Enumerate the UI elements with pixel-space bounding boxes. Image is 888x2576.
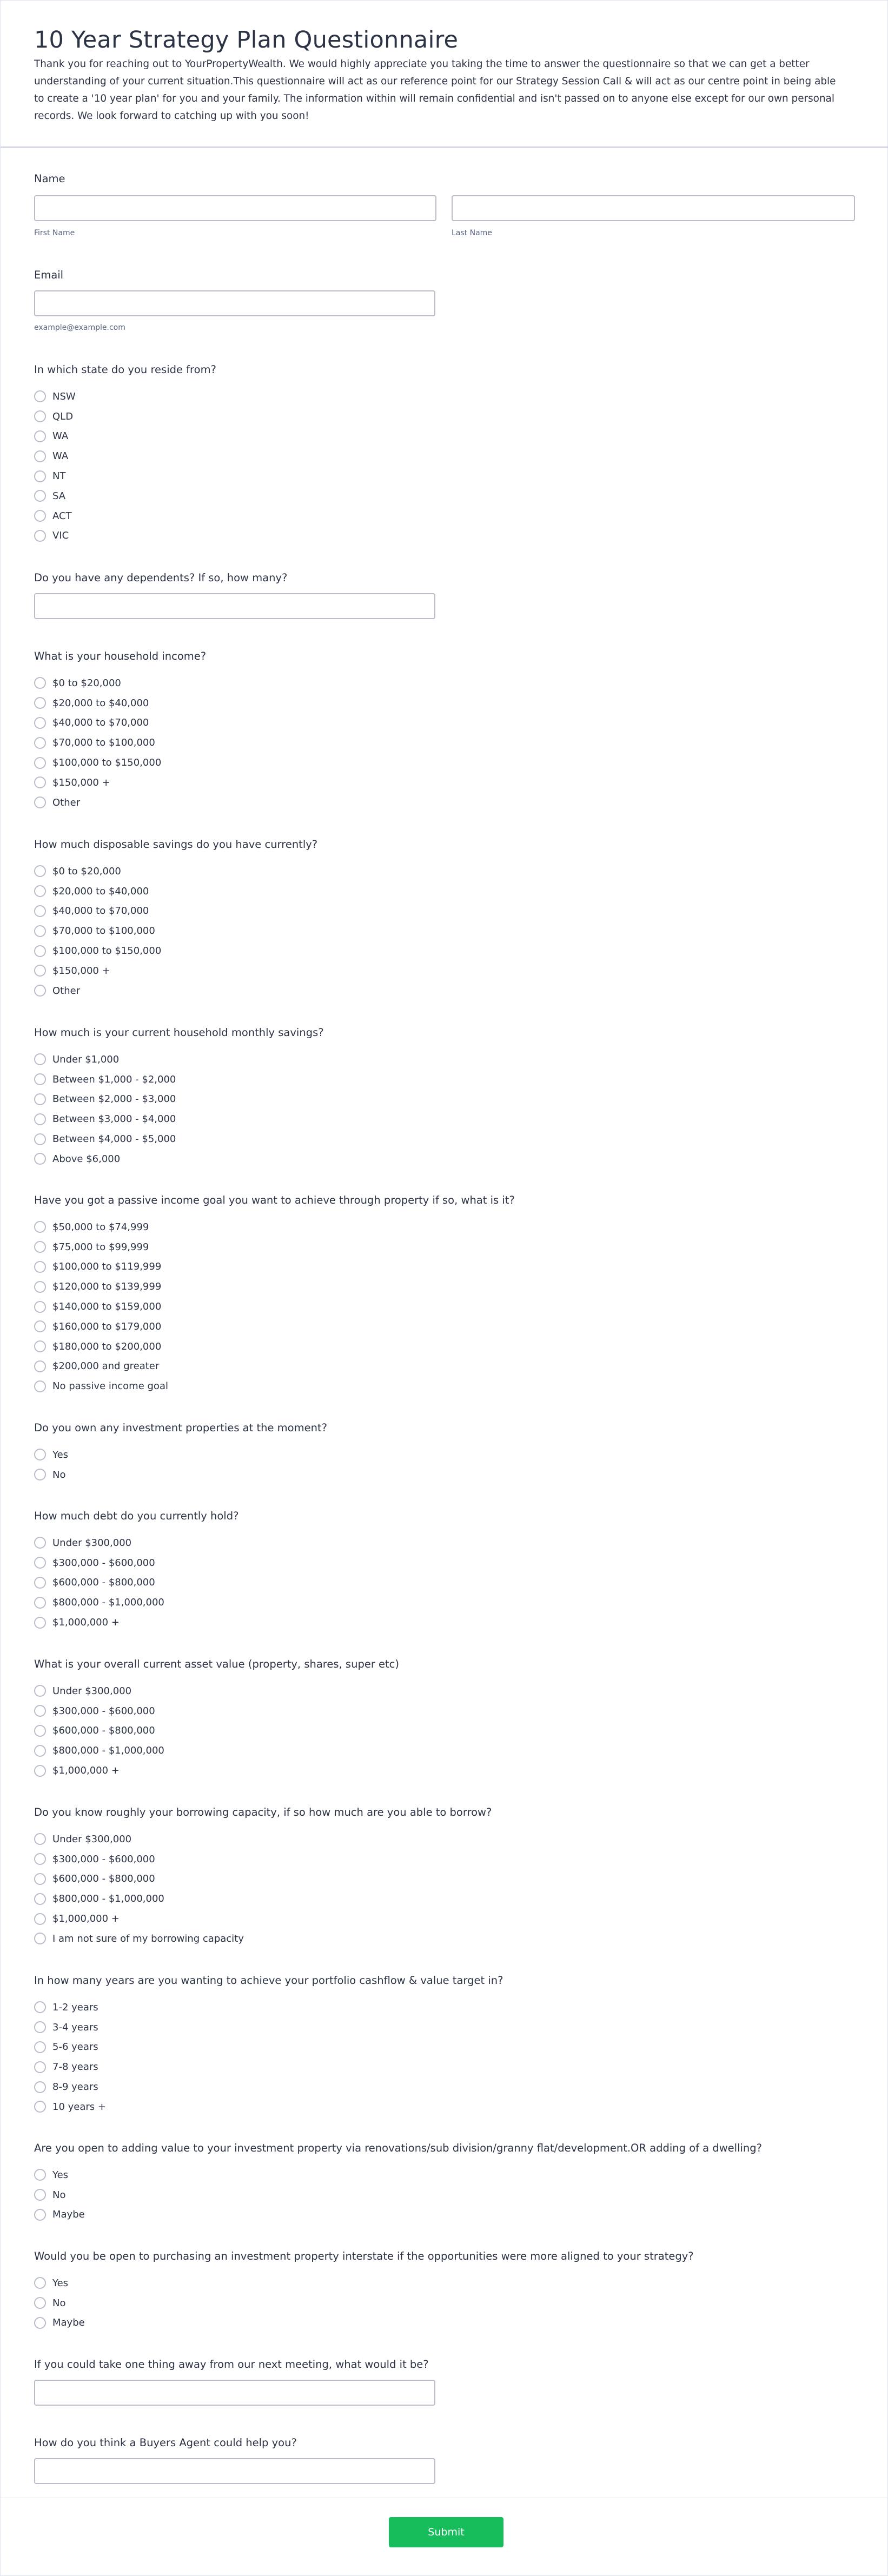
radio-option[interactable] (34, 1445, 327, 1465)
radio-option[interactable] (34, 1317, 515, 1337)
radio-option-label: NSW (52, 390, 76, 402)
name-question (34, 172, 65, 185)
radio-option[interactable] (34, 793, 206, 813)
radio-option[interactable] (34, 1050, 324, 1070)
radio-button[interactable] (34, 1933, 46, 1944)
investment-properties-options (34, 1445, 327, 1485)
radio-option-label: NT (52, 470, 66, 482)
radio-button[interactable] (34, 1073, 46, 1085)
radio-option-label: $120,000 to $139,999 (52, 1281, 162, 1293)
passive-income-question (34, 1194, 515, 1396)
radio-option-label: $300,000 - $600,000 (52, 1705, 155, 1717)
radio-option[interactable] (34, 1376, 515, 1396)
radio-option-label: 8-9 years (52, 2081, 98, 2093)
radio-option-label: Yes (52, 2169, 69, 2181)
radio-button[interactable] (34, 905, 46, 917)
meeting-label: If you could take one thing away from our next meeting, what would it be? (34, 2358, 429, 2371)
radio-button[interactable] (34, 2209, 46, 2221)
radio-button[interactable] (34, 490, 46, 502)
radio-button[interactable] (34, 1281, 46, 1293)
radio-option[interactable] (34, 427, 216, 447)
disposable-savings-options (34, 861, 317, 1001)
meeting-question (34, 2358, 429, 2371)
question-label: Do you know roughly your borrowing capacity, if so how much are you able to borrow? (34, 1806, 492, 1818)
radio-option-label: Between $4,000 - $5,000 (52, 1133, 176, 1145)
question-label: Are you open to adding value to your investment property via renovations/sub division/granny flat/development.OR adding of a dwelling? (34, 2142, 762, 2154)
radio-option[interactable] (34, 1357, 515, 1377)
radio-option[interactable] (34, 2293, 694, 2313)
radio-button[interactable] (34, 530, 46, 542)
household-income-options (34, 673, 206, 813)
radio-option-label: $600,000 - $800,000 (52, 1873, 155, 1885)
question-label: Have you got a passive income goal you want to achieve through property if so, what is it? (34, 1194, 515, 1206)
radio-button[interactable] (34, 776, 46, 788)
radio-button[interactable] (34, 1133, 46, 1145)
radio-option-label: $0 to $20,000 (52, 865, 121, 877)
radio-option-label: VIC (52, 530, 69, 542)
radio-option-label: $20,000 to $40,000 (52, 885, 149, 897)
radio-option-label: SA (52, 490, 66, 502)
buyers-agent-question (34, 2436, 297, 2449)
radio-option[interactable] (34, 881, 317, 901)
radio-option-label: ACT (52, 510, 72, 522)
radio-option[interactable] (34, 2313, 694, 2333)
radio-option-label: $200,000 and greater (52, 1360, 160, 1372)
radio-button[interactable] (34, 1261, 46, 1273)
radio-option[interactable] (34, 861, 317, 881)
radio-option[interactable] (34, 1149, 324, 1169)
name-label: Name (34, 172, 65, 185)
radio-option-label: $800,000 - $1,000,000 (52, 1597, 164, 1609)
interstate-options (34, 2273, 694, 2333)
radio-option-label: Other (52, 796, 81, 808)
radio-option[interactable] (34, 1217, 515, 1237)
radio-button[interactable] (34, 390, 46, 402)
radio-option[interactable] (34, 2097, 503, 2117)
years-target-options (34, 1997, 503, 2117)
radio-option-label: WA (52, 450, 69, 462)
radio-option-label: $0 to $20,000 (52, 677, 121, 689)
radio-option[interactable] (34, 506, 216, 526)
radio-button[interactable] (34, 1833, 46, 1845)
question-label: What is your household income? (34, 650, 207, 662)
question-label: What is your overall current asset value (property, shares, super etc) (34, 1658, 400, 1670)
radio-option-label: 7-8 years (52, 2061, 98, 2073)
interstate-question (34, 2250, 694, 2333)
question-label: In how many years are you wanting to achieve your portfolio cashflow & value target in? (34, 1974, 503, 1987)
question-label: In which state do you reside from? (34, 363, 216, 376)
radio-option-label: No (52, 1469, 66, 1480)
radio-option-label: Maybe (52, 2209, 85, 2221)
disposable-savings-question (34, 838, 317, 1001)
radio-option-label: $70,000 to $100,000 (52, 737, 155, 749)
radio-option[interactable] (34, 2273, 694, 2293)
radio-option[interactable] (34, 1701, 399, 1721)
email-label: Email (34, 269, 64, 281)
borrowing-capacity-options (34, 1829, 492, 1949)
radio-option[interactable] (34, 1237, 515, 1257)
radio-option-label: $100,000 to $119,999 (52, 1261, 162, 1273)
state-question (34, 363, 216, 546)
radio-option[interactable] (34, 693, 206, 713)
radio-option-label: $140,000 to $159,000 (52, 1301, 162, 1313)
radio-option[interactable] (34, 1465, 327, 1485)
radio-button[interactable] (34, 697, 46, 709)
radio-option-label: $50,000 to $74,999 (52, 1221, 149, 1233)
form-intro: Thank you for reaching out to YourPropertyWealth. We would highly appreciate you taking the time to answer the questionnaire so that we can get a better understanding of your current situation.This questionnaire will act as our reference point for our Strategy Session Call & will act as our centre point in being able to create a '10 year plan' for you and your family. The information within will remain confidential and isn't passed on to anyone else except for our own personal records. We look forward to catching up with you soon! (34, 58, 836, 122)
radio-option[interactable] (34, 1997, 503, 2017)
radio-option-label: QLD (52, 410, 74, 422)
radio-button[interactable] (34, 2061, 46, 2073)
radio-button[interactable] (34, 1617, 46, 1629)
radio-option[interactable] (34, 1869, 492, 1889)
email-sublabel: example@example.com (34, 323, 125, 332)
adding-value-options (34, 2165, 762, 2225)
asset-value-options (34, 1681, 399, 1781)
buyers-agent-input[interactable] (34, 2458, 435, 2484)
radio-option[interactable] (34, 941, 317, 961)
radio-option-label: $150,000 + (52, 965, 110, 977)
radio-option[interactable] (34, 1257, 515, 1277)
radio-option[interactable] (34, 961, 317, 981)
email-input[interactable] (34, 290, 435, 316)
radio-option[interactable] (34, 1277, 515, 1297)
radio-button[interactable] (34, 985, 46, 997)
radio-option[interactable] (34, 2017, 503, 2037)
radio-button[interactable] (34, 2041, 46, 2053)
radio-button[interactable] (34, 1745, 46, 1757)
radio-option-label: Yes (52, 2277, 69, 2289)
radio-button[interactable] (34, 2021, 46, 2033)
radio-button[interactable] (34, 1913, 46, 1925)
radio-button[interactable] (34, 2081, 46, 2093)
radio-option[interactable] (34, 2077, 503, 2097)
radio-button[interactable] (34, 2169, 46, 2181)
radio-option-label: $70,000 to $100,000 (52, 925, 155, 937)
borrowing-capacity-question (34, 1806, 492, 1949)
first-name-input[interactable] (34, 195, 436, 221)
radio-button[interactable] (34, 1537, 46, 1549)
radio-option[interactable] (34, 1761, 399, 1781)
radio-option[interactable] (34, 1090, 324, 1110)
radio-button[interactable] (34, 1241, 46, 1253)
buyers-agent-label: How do you think a Buyers Agent could help you? (34, 2436, 297, 2449)
radio-button[interactable] (34, 2189, 46, 2201)
question-label: Would you be open to purchasing an investment property interstate if the opportunities were more aligned to your strategy? (34, 2250, 694, 2262)
radio-option[interactable] (34, 1109, 324, 1129)
radio-option[interactable] (34, 1929, 492, 1949)
radio-button[interactable] (34, 1685, 46, 1697)
dependents-label: Do you have any dependents? If so, how many? (34, 572, 288, 584)
adding-value-question (34, 2142, 762, 2225)
radio-button[interactable] (34, 1221, 46, 1233)
radio-option[interactable] (34, 733, 206, 753)
radio-option[interactable] (34, 1573, 238, 1593)
email-question (34, 269, 63, 281)
radio-option[interactable] (34, 526, 216, 546)
radio-button[interactable] (34, 737, 46, 749)
radio-option[interactable] (34, 1612, 238, 1632)
radio-option-label: 10 years + (52, 2101, 106, 2113)
radio-option[interactable] (34, 2205, 762, 2225)
passive-income-options (34, 1217, 515, 1396)
radio-button[interactable] (34, 1340, 46, 1352)
asset-value-question (34, 1658, 399, 1781)
radio-option-label: $75,000 to $99,999 (52, 1241, 149, 1253)
radio-button[interactable] (34, 1765, 46, 1777)
radio-button[interactable] (34, 2101, 46, 2113)
radio-option-label: $1,000,000 + (52, 1617, 120, 1629)
radio-option[interactable] (34, 1297, 515, 1317)
radio-option-label: $800,000 - $1,000,000 (52, 1893, 164, 1905)
radio-button[interactable] (34, 1469, 46, 1480)
radio-button[interactable] (34, 1597, 46, 1609)
radio-button[interactable] (34, 1380, 46, 1392)
radio-button[interactable] (34, 1320, 46, 1332)
last-name-sublabel: Last Name (452, 229, 492, 237)
radio-option[interactable] (34, 1741, 399, 1761)
radio-option[interactable] (34, 1889, 492, 1909)
years-target-question (34, 1974, 503, 2117)
radio-option[interactable] (34, 921, 317, 941)
radio-button[interactable] (34, 757, 46, 769)
submit-button[interactable]: Submit (389, 2517, 503, 2547)
radio-button[interactable] (34, 1301, 46, 1313)
radio-button[interactable] (34, 410, 46, 422)
radio-option[interactable] (34, 1129, 324, 1149)
radio-button[interactable] (34, 677, 46, 689)
radio-option-label: No (52, 2189, 66, 2201)
radio-option[interactable] (34, 1721, 399, 1741)
radio-option[interactable] (34, 1681, 399, 1701)
radio-option-label: $100,000 to $150,000 (52, 757, 162, 769)
form-title: 10 Year Strategy Plan Questionnaire (34, 26, 459, 54)
radio-button[interactable] (34, 1893, 46, 1905)
radio-button[interactable] (34, 1093, 46, 1105)
radio-button[interactable] (34, 945, 46, 957)
radio-option-label: WA (52, 430, 69, 442)
radio-button[interactable] (34, 2317, 46, 2329)
radio-button[interactable] (34, 796, 46, 808)
radio-option[interactable] (34, 1337, 515, 1357)
radio-button[interactable] (34, 925, 46, 937)
radio-option-label: $600,000 - $800,000 (52, 1577, 155, 1589)
radio-option-label: $40,000 to $70,000 (52, 905, 149, 917)
monthly-savings-options (34, 1050, 324, 1169)
radio-option-label: $600,000 - $800,000 (52, 1725, 155, 1737)
radio-option-label: Yes (52, 1449, 69, 1460)
radio-button[interactable] (34, 1705, 46, 1717)
radio-option[interactable] (34, 1553, 238, 1573)
radio-button[interactable] (34, 885, 46, 897)
radio-option-label: $800,000 - $1,000,000 (52, 1745, 164, 1757)
radio-button[interactable] (34, 717, 46, 729)
radio-option-label: $300,000 - $600,000 (52, 1557, 155, 1569)
question-label: How much disposable savings do you have currently? (34, 838, 318, 851)
radio-option[interactable] (34, 2057, 503, 2077)
radio-option-label: $1,000,000 + (52, 1913, 120, 1925)
radio-button[interactable] (34, 1577, 46, 1589)
radio-option-label: No (52, 2297, 66, 2309)
question-label: How much debt do you currently hold? (34, 1510, 239, 1522)
radio-button[interactable] (34, 1053, 46, 1065)
radio-option[interactable] (34, 773, 206, 793)
radio-option-label: $180,000 to $200,000 (52, 1340, 162, 1352)
dependents-input[interactable] (34, 593, 435, 619)
radio-button[interactable] (34, 2297, 46, 2309)
monthly-savings-question (34, 1026, 324, 1169)
radio-option[interactable] (34, 1909, 492, 1929)
radio-option-label: $160,000 to $179,000 (52, 1320, 162, 1332)
radio-button[interactable] (34, 450, 46, 462)
radio-option[interactable] (34, 2037, 503, 2057)
first-name-sublabel: First Name (34, 229, 75, 237)
last-name-input[interactable] (452, 195, 855, 221)
radio-option[interactable] (34, 1070, 324, 1090)
radio-button[interactable] (34, 1113, 46, 1125)
radio-option[interactable] (34, 2165, 762, 2185)
radio-option[interactable] (34, 1829, 492, 1849)
dependents-question (34, 572, 287, 584)
radio-option[interactable] (34, 1592, 238, 1612)
radio-button[interactable] (34, 510, 46, 522)
radio-button[interactable] (34, 430, 46, 442)
radio-option-label: Above $6,000 (52, 1153, 121, 1165)
debt-options (34, 1533, 238, 1632)
radio-button[interactable] (34, 1725, 46, 1737)
radio-option[interactable] (34, 713, 206, 733)
investment-properties-question (34, 1422, 327, 1485)
radio-option-label: Other (52, 985, 81, 997)
radio-option[interactable] (34, 446, 216, 466)
radio-option-label: $1,000,000 + (52, 1765, 120, 1777)
radio-option[interactable] (34, 753, 206, 773)
form-header (1, 1, 888, 148)
state-options (34, 387, 216, 546)
radio-option-label: Between $2,000 - $3,000 (52, 1093, 176, 1105)
radio-option[interactable] (34, 486, 216, 506)
radio-option-label: I am not sure of my borrowing capacity (52, 1933, 244, 1944)
radio-option[interactable] (34, 466, 216, 486)
radio-button[interactable] (34, 470, 46, 482)
radio-button[interactable] (34, 965, 46, 977)
radio-option[interactable] (34, 1849, 492, 1869)
household-income-question (34, 650, 206, 813)
radio-button[interactable] (34, 1557, 46, 1569)
radio-option[interactable] (34, 387, 216, 407)
radio-option[interactable] (34, 981, 317, 1001)
radio-button[interactable] (34, 1853, 46, 1865)
radio-button[interactable] (34, 1360, 46, 1372)
radio-option-label: $300,000 - $600,000 (52, 1853, 155, 1865)
radio-option-label: Under $300,000 (52, 1685, 132, 1697)
radio-option[interactable] (34, 901, 317, 921)
radio-button[interactable] (34, 1449, 46, 1460)
radio-option-label: Under $300,000 (52, 1833, 132, 1845)
radio-option[interactable] (34, 407, 216, 427)
radio-option-label: $100,000 to $150,000 (52, 945, 162, 957)
radio-option-label: 1-2 years (52, 2001, 98, 2013)
radio-option-label: 3-4 years (52, 2021, 98, 2033)
question-label: Do you own any investment properties at the moment? (34, 1422, 327, 1434)
radio-button[interactable] (34, 2001, 46, 2013)
debt-question (34, 1510, 238, 1632)
radio-option-label: Under $300,000 (52, 1537, 132, 1549)
radio-option-label: No passive income goal (52, 1380, 168, 1392)
radio-option-label: Under $1,000 (52, 1053, 120, 1065)
radio-button[interactable] (34, 2277, 46, 2289)
radio-option-label: Between $3,000 - $4,000 (52, 1113, 176, 1125)
radio-option-label: Between $1,000 - $2,000 (52, 1073, 176, 1085)
meeting-input[interactable] (34, 2380, 435, 2406)
radio-button[interactable] (34, 1153, 46, 1165)
radio-option-label: $20,000 to $40,000 (52, 697, 149, 709)
radio-button[interactable] (34, 1873, 46, 1885)
radio-option[interactable] (34, 1533, 238, 1553)
radio-option[interactable] (34, 673, 206, 693)
radio-button[interactable] (34, 865, 46, 877)
radio-option-label: $150,000 + (52, 776, 110, 788)
radio-option-label: $40,000 to $70,000 (52, 717, 149, 729)
radio-option-label: 5-6 years (52, 2041, 98, 2053)
question-label: How much is your current household monthly savings? (34, 1026, 324, 1039)
radio-option[interactable] (34, 2185, 762, 2205)
radio-option-label: Maybe (52, 2317, 85, 2329)
